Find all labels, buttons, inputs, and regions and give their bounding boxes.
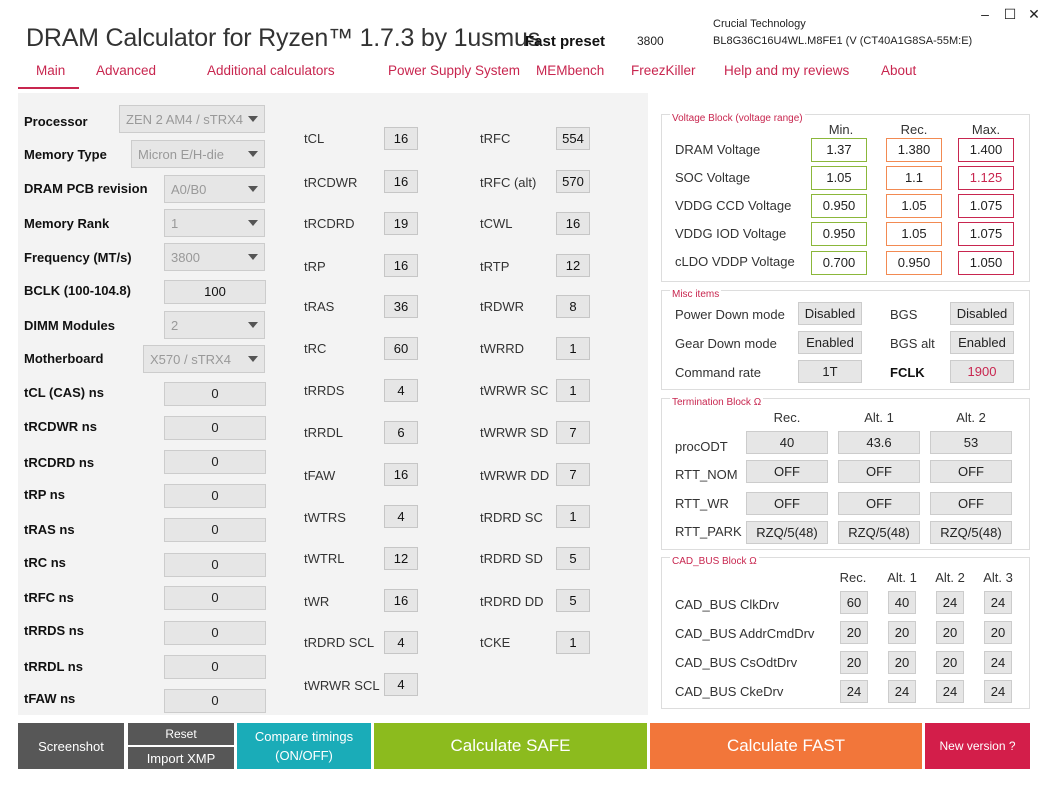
voltage-col-rec: Rec. — [900, 122, 928, 137]
ns-field-label: tRRDS ns — [24, 623, 84, 638]
timing-input[interactable]: 7 — [556, 463, 590, 486]
cadbus-value[interactable]: 20 — [936, 621, 964, 644]
timing-label: tRAS — [304, 299, 335, 314]
memory-type-select[interactable] — [131, 140, 265, 168]
cadbus-value[interactable]: 20 — [936, 651, 964, 674]
chevron-down-icon — [248, 322, 258, 328]
voltage-min-input[interactable]: 1.37 — [811, 138, 867, 162]
fclk-input[interactable]: 1900 — [950, 360, 1014, 383]
voltage-min-input[interactable]: 0.700 — [811, 251, 867, 275]
ns-field-input[interactable]: 0 — [164, 689, 266, 713]
ns-field-input[interactable]: 0 — [164, 484, 266, 508]
motherboard-value: X570 / sTRX4 — [150, 351, 231, 367]
termination-label: RTT_WR — [675, 496, 729, 511]
memory-type-label: Memory Type — [24, 147, 107, 162]
preset-value: 3800 — [637, 34, 664, 48]
active-tab-indicator — [18, 87, 79, 89]
cadbus-value[interactable]: 20 — [888, 651, 916, 674]
termination-col-alt1: Alt. 1 — [864, 410, 894, 425]
timing-label: tRFC (alt) — [480, 175, 537, 190]
termination-col-alt2: Alt. 2 — [956, 410, 986, 425]
cadbus-col-alt3: Alt. 3 — [983, 570, 1013, 585]
cadbus-value[interactable]: 24 — [984, 591, 1012, 614]
dimm-modules-label: DIMM Modules — [24, 318, 115, 333]
chevron-down-icon — [248, 116, 258, 122]
timing-label: tWTRS — [304, 510, 346, 525]
timing-label: tRDRD DD — [480, 594, 544, 609]
timing-label: tFAW — [304, 468, 336, 483]
termination-value[interactable]: RZQ/5(48) — [930, 521, 1012, 544]
processor-select[interactable] — [119, 105, 265, 133]
termination-value[interactable]: RZQ/5(48) — [838, 521, 920, 544]
voltage-rec-input[interactable]: 1.05 — [886, 194, 942, 218]
memory-rank-label: Memory Rank — [24, 216, 110, 231]
cadbus-col-alt2: Alt. 2 — [935, 570, 965, 585]
timing-label: tRCDRD — [304, 216, 355, 231]
tab-main[interactable]: Main — [36, 63, 66, 78]
termination-value[interactable]: RZQ/5(48) — [746, 521, 828, 544]
cadbus-value[interactable]: 20 — [840, 621, 868, 644]
ns-field-label: tRAS ns — [24, 522, 75, 537]
memory-type-value: Micron E/H-die — [138, 146, 224, 162]
ns-field-label: tRP ns — [24, 487, 65, 502]
tab-power-supply-system[interactable]: Power Supply System — [388, 63, 521, 78]
termination-block-title: Termination Block Ω — [672, 397, 762, 408]
calculate-safe-button[interactable]: Calculate SAFE — [374, 723, 647, 769]
frequency-label: Frequency (MT/s) — [24, 250, 132, 265]
cadbus-value[interactable]: 60 — [840, 591, 868, 614]
voltage-max-input[interactable]: 1.050 — [958, 251, 1014, 275]
calculate-fast-button[interactable]: Calculate FAST — [650, 723, 922, 769]
voltage-min-input[interactable]: 1.05 — [811, 166, 867, 190]
cadbus-col-rec: Rec. — [839, 570, 867, 585]
timing-label: tRC — [304, 341, 327, 356]
compare-timings-sublabel: (ON/OFF) — [275, 748, 333, 763]
tab-additional-calculators[interactable]: Additional calculators — [207, 63, 335, 78]
termination-value[interactable]: 43.6 — [838, 431, 920, 454]
module-part-number: BL8G36C16U4WL.M8FE1 (V (CT40A1G8SA-55M:E) — [713, 35, 973, 47]
voltage-col-min: Min. — [828, 122, 854, 137]
cadbus-value[interactable]: 20 — [888, 621, 916, 644]
memory-rank-select[interactable] — [164, 209, 265, 237]
timing-input[interactable]: 8 — [556, 295, 590, 318]
bclk-input[interactable]: 100 — [164, 280, 266, 304]
ns-field-input[interactable]: 0 — [164, 416, 266, 440]
ns-field-input[interactable]: 0 — [164, 586, 266, 610]
voltage-min-input[interactable]: 0.950 — [811, 194, 867, 218]
new-version-button[interactable]: New version ? — [925, 723, 1030, 769]
timing-label: tRP — [304, 259, 326, 274]
misc-block — [661, 290, 1030, 390]
bgs-label: BGS — [890, 307, 918, 322]
timing-input[interactable]: 16 — [384, 589, 418, 612]
termination-value[interactable]: OFF — [930, 460, 1012, 483]
voltage-col-max: Max. — [971, 122, 1001, 137]
processor-value: ZEN 2 AM4 / sTRX4 — [126, 111, 244, 127]
ns-field-label: tRC ns — [24, 555, 66, 570]
pcb-revision-label: DRAM PCB revision — [24, 181, 148, 196]
cadbus-block — [661, 557, 1030, 709]
voltage-rec-input[interactable]: 1.380 — [886, 138, 942, 162]
gear-down-label: Gear Down mode — [675, 336, 777, 351]
cadbus-value[interactable]: 24 — [936, 591, 964, 614]
timing-label: tRRDS — [304, 383, 345, 398]
timing-input[interactable]: 16 — [384, 127, 418, 150]
tab-freezkiller[interactable]: FreezKiller — [631, 63, 696, 78]
timing-label: tRDRD SCL — [304, 635, 375, 650]
ns-field-label: tRFC ns — [24, 590, 74, 605]
maximize-button[interactable]: ☐ — [1003, 6, 1017, 22]
voltage-rec-input[interactable]: 0.950 — [886, 251, 942, 275]
termination-value[interactable]: OFF — [838, 492, 920, 515]
timing-input[interactable]: 19 — [384, 212, 418, 235]
termination-value[interactable]: OFF — [746, 460, 828, 483]
command-rate-label: Command rate — [675, 365, 761, 380]
voltage-min-input[interactable]: 0.950 — [811, 222, 867, 246]
tab-advanced[interactable]: Advanced — [96, 63, 157, 78]
timing-input[interactable]: 7 — [556, 421, 590, 444]
frequency-value: 3800 — [171, 249, 200, 265]
timing-input[interactable]: 6 — [384, 421, 418, 444]
ns-field-input[interactable]: 0 — [164, 621, 266, 645]
cadbus-value[interactable]: 24 — [840, 680, 868, 703]
timing-input[interactable]: 554 — [556, 127, 590, 150]
reset-button[interactable]: Reset — [128, 723, 234, 745]
compare-timings-button[interactable] — [237, 723, 371, 769]
cadbus-value[interactable]: 20 — [984, 621, 1012, 644]
timing-label: tRDWR — [480, 299, 525, 314]
timing-label: tRFC — [480, 131, 511, 146]
timing-input[interactable]: 16 — [384, 170, 418, 193]
pcb-revision-value: A0/B0 — [171, 181, 207, 197]
tab-about[interactable]: About — [881, 63, 917, 78]
fclk-label: FCLK — [890, 365, 925, 380]
timing-input[interactable]: 1 — [556, 379, 590, 402]
voltage-block — [661, 114, 1030, 282]
timing-input[interactable]: 12 — [384, 547, 418, 570]
chevron-down-icon — [248, 186, 258, 192]
timing-input[interactable]: 1 — [556, 631, 590, 654]
termination-value[interactable]: OFF — [838, 460, 920, 483]
dimm-modules-value: 2 — [171, 317, 179, 333]
timing-input[interactable]: 12 — [556, 254, 590, 277]
timing-input[interactable]: 5 — [556, 589, 590, 612]
voltage-rec-input[interactable]: 1.05 — [886, 222, 942, 246]
timing-input[interactable]: 570 — [556, 170, 590, 193]
voltage-max-input[interactable]: 1.075 — [958, 194, 1014, 218]
timing-label: tWRWR DD — [480, 468, 550, 483]
timing-label: tRDRD SD — [480, 551, 543, 566]
voltage-max-input[interactable]: 1.075 — [958, 222, 1014, 246]
import-xmp-button[interactable]: Import XMP — [128, 747, 234, 769]
dimm-modules-select[interactable] — [164, 311, 265, 339]
motherboard-label: Motherboard — [24, 351, 104, 366]
termination-block — [661, 398, 1030, 550]
ns-field-input[interactable]: 0 — [164, 553, 266, 577]
compare-timings-label: Compare timings — [254, 729, 354, 744]
chevron-down-icon — [248, 356, 258, 362]
termination-value[interactable]: OFF — [930, 492, 1012, 515]
timing-input[interactable]: 4 — [384, 505, 418, 528]
app-title: DRAM Calculator for Ryzen™ 1.7.3 by 1usmus — [26, 24, 541, 52]
bgs-select[interactable]: Disabled — [950, 302, 1014, 325]
chevron-down-icon — [248, 151, 258, 157]
ns-field-label: tCL (CAS) ns — [24, 385, 104, 400]
timing-input[interactable]: 16 — [384, 254, 418, 277]
memory-rank-value: 1 — [171, 215, 179, 231]
cadbus-label: CAD_BUS ClkDrv — [675, 597, 780, 612]
power-down-label: Power Down mode — [675, 307, 785, 322]
power-down-select[interactable]: Disabled — [798, 302, 862, 325]
timing-label: tCKE — [480, 635, 511, 650]
chevron-down-icon — [248, 254, 258, 260]
module-vendor: Crucial Technology — [713, 18, 806, 30]
processor-label: Processor — [24, 114, 88, 129]
tab-membench[interactable]: MEMbench — [536, 63, 605, 78]
ns-field-input[interactable]: 0 — [164, 450, 266, 474]
voltage-max-input[interactable]: 1.400 — [958, 138, 1014, 162]
termination-value[interactable]: OFF — [746, 492, 828, 515]
cadbus-col-alt1: Alt. 1 — [887, 570, 917, 585]
termination-value[interactable]: 53 — [930, 431, 1012, 454]
voltage-rec-input[interactable]: 1.1 — [886, 166, 942, 190]
voltage-max-input[interactable]: 1.125 — [958, 166, 1014, 190]
timing-label: tWRWR SCL — [304, 678, 380, 693]
cadbus-value[interactable]: 24 — [936, 680, 964, 703]
ns-field-label: tRCDRD ns — [24, 455, 95, 470]
termination-col-rec: Rec. — [773, 410, 801, 425]
timing-label: tWRRD — [480, 341, 525, 356]
timing-input[interactable]: 60 — [384, 337, 418, 360]
voltage-block-title: Voltage Block (voltage range) — [672, 113, 803, 124]
cadbus-label: CAD_BUS CsOdtDrv — [675, 655, 798, 670]
pcb-revision-select[interactable] — [164, 175, 265, 203]
timing-input[interactable]: 4 — [384, 673, 418, 696]
timing-input[interactable]: 16 — [384, 463, 418, 486]
ns-field-input[interactable]: 0 — [164, 382, 266, 406]
termination-label: procODT — [675, 439, 728, 454]
ns-field-label: tRRDL ns — [24, 659, 83, 674]
termination-label: RTT_NOM — [675, 467, 738, 482]
timing-label: tWR — [304, 594, 330, 609]
timing-input[interactable]: 4 — [384, 631, 418, 654]
cadbus-value[interactable]: 40 — [888, 591, 916, 614]
timing-label: tRRDL — [304, 425, 344, 440]
preset-label: Fast preset — [525, 33, 606, 50]
timing-input[interactable]: 1 — [556, 505, 590, 528]
timing-input[interactable]: 16 — [556, 212, 590, 235]
cadbus-label: CAD_BUS CkeDrv — [675, 684, 784, 699]
timing-input[interactable]: 5 — [556, 547, 590, 570]
bgs-alt-select[interactable]: Enabled — [950, 331, 1014, 354]
timing-input[interactable]: 36 — [384, 295, 418, 318]
minimize-button[interactable]: – — [981, 6, 989, 22]
chevron-down-icon — [248, 220, 258, 226]
tab-help-and-reviews[interactable]: Help and my reviews — [724, 63, 850, 78]
voltage-label: cLDO VDDP Voltage — [675, 254, 795, 269]
timing-label: tRDRD SC — [480, 510, 543, 525]
ns-field-label: tRCDWR ns — [24, 419, 97, 434]
voltage-label: SOC Voltage — [675, 170, 751, 185]
cadbus-value[interactable]: 20 — [840, 651, 868, 674]
termination-value[interactable]: 40 — [746, 431, 828, 454]
bclk-label: BCLK (100-104.8) — [24, 283, 131, 298]
motherboard-select[interactable] — [143, 345, 265, 373]
cadbus-value[interactable]: 24 — [984, 651, 1012, 674]
timing-label: tWRWR SD — [480, 425, 549, 440]
screenshot-button[interactable]: Screenshot — [18, 723, 124, 769]
voltage-label: VDDG IOD Voltage — [675, 226, 787, 241]
termination-label: RTT_PARK — [675, 524, 742, 539]
ns-field-label: tFAW ns — [24, 691, 76, 706]
ns-field-input[interactable]: 0 — [164, 655, 266, 679]
cadbus-value[interactable]: 24 — [984, 680, 1012, 703]
timing-label: tCWL — [480, 216, 513, 231]
bgs-alt-label: BGS alt — [890, 336, 935, 351]
voltage-label: VDDG CCD Voltage — [675, 198, 792, 213]
gear-down-select[interactable]: Enabled — [798, 331, 862, 354]
timing-label: tRTP — [480, 259, 510, 274]
cadbus-block-title: CAD_BUS Block Ω — [672, 556, 757, 567]
timing-label: tRCDWR — [304, 175, 358, 190]
cadbus-label: CAD_BUS AddrCmdDrv — [675, 626, 815, 641]
close-button[interactable]: ✕ — [1028, 6, 1040, 22]
misc-block-title: Misc items — [672, 289, 720, 300]
timing-label: tWRWR SC — [480, 383, 549, 398]
timing-input[interactable]: 4 — [384, 379, 418, 402]
timing-label: tCL — [304, 131, 325, 146]
timing-input[interactable]: 1 — [556, 337, 590, 360]
command-rate-select[interactable]: 1T — [798, 360, 862, 383]
voltage-label: DRAM Voltage — [675, 142, 761, 157]
timing-label: tWTRL — [304, 551, 345, 566]
ns-field-input[interactable]: 0 — [164, 518, 266, 542]
frequency-select[interactable] — [164, 243, 265, 271]
cadbus-value[interactable]: 24 — [888, 680, 916, 703]
